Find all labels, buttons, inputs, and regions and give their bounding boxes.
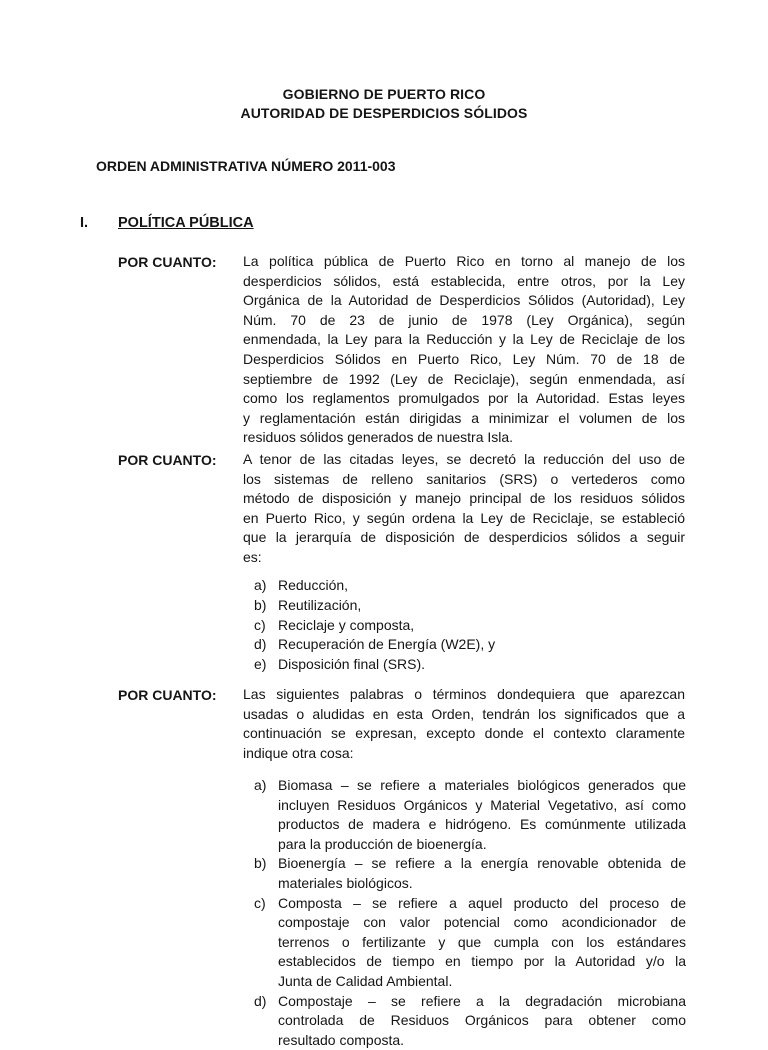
list-marker: e) [254,656,267,673]
list-item [254,596,495,616]
list-text: Disposición final (SRS). [278,656,426,673]
list-text: Reutilización, [278,596,362,613]
section-title: POLÍTICA PÚBLICA [118,215,254,231]
definition-item [254,854,686,893]
text-line: como los reglamentos promulgados por la Autoridad. Estas leyes [243,390,685,407]
text-line: continuación se expresan, excepto donde el contexto claramente [243,725,685,742]
text-line: indique otra cosa: [243,744,354,761]
text-line: La política pública de Puerto Rico en torno al manejo de los [243,253,685,269]
text-line: compostaje con valor potencial como acondicionador de [278,914,686,931]
text-line: Biomasa – se refiere a materiales biológicos generados que [278,777,686,793]
text-line: que la jerarquía de disposición de desperdicios sólidos a seguir [243,529,685,546]
text-line: enmendada, la Ley para la Reducción y la Ley de Reciclaje de los [243,331,685,348]
text-line: septiembre de 1992 (Ley de Reciclaje), según enmendada, así [243,370,685,387]
list-marker: c) [254,894,266,911]
text-line: y reglamentación están dirigidas a minimizar el volumen de los [243,409,685,426]
text-line: método de disposición y manejo principal de los residuos sólidos [243,490,685,507]
list-text: Reducción, [278,577,349,593]
list-item [254,616,495,636]
header-authority: AUTORIDAD DE DESPERDICIOS SÓLIDOS [240,105,528,121]
list-item [254,655,495,675]
section-number: I. [80,215,89,231]
text-line: A tenor de las citadas leyes, se decretó la reducción del uso de [243,451,685,467]
list-marker: d) [254,992,267,1009]
definition-item [254,894,686,992]
list-text: Reciclaje y composta, [278,616,415,633]
text-line: productos de madera e hidrógeno. Es comúnmente utilizada [278,816,686,833]
text-line: usadas o aludidas en esta Orden, tendrán los significados que a [243,705,685,722]
text-line: Núm. 70 de 23 de junio de 1978 (Ley Orgánica), según [243,311,685,328]
text-line: Junta de Calidad Ambiental. [278,972,453,989]
order-title: ORDEN ADMINISTRATIVA NÚMERO 2011-003 [96,158,396,174]
text-line: controlada de Residuos Orgánicos para obtener como [278,1012,686,1029]
text-line: establecidos de tiempo en tiempo por la Autoridad y/o la [278,953,686,970]
text-line: Las siguientes palabras o términos dondequiera que aparezcan [243,686,685,702]
text-line: Compostaje – se refiere a la degradación microbiana [278,992,686,1009]
header-government: GOBIERNO DE PUERTO RICO [282,86,486,102]
list-marker: a) [254,577,267,593]
list-item [254,576,495,596]
clause-1-label: POR CUANTO: [118,254,217,270]
clause-3-text [243,685,685,763]
definition-item [254,992,686,1050]
list-marker: b) [254,596,267,613]
definition-item [254,776,686,854]
text-line: resultado composta. [278,1031,405,1048]
list-item [254,635,495,655]
text-line: Orgánica de la Autoridad de Desperdicios Sólidos (Autoridad), Ley [243,292,685,309]
list-marker: d) [254,636,267,653]
text-line: incluyen Residuos Orgánicos y Material Vegetativo, así como [278,796,686,813]
list-marker: a) [254,777,267,793]
clause-2-text [243,450,685,568]
clause-3-label: POR CUANTO: [118,687,217,703]
text-line: residuos sólidos generados de nuestra Isla. [243,429,514,446]
text-line: los sistemas de relleno sanitarios (SRS) o vertederos como [243,470,685,487]
text-line: materiales biológicos. [278,874,413,891]
text-line: desperdicios sólidos, está establecida, entre otros, por la Ley [243,272,685,289]
text-line: Bioenergía – se refiere a la energía renovable obtenida de [278,855,686,872]
clause-2-label: POR CUANTO: [118,452,217,468]
clause-1-text [243,252,685,448]
hierarchy-list [254,576,495,675]
text-line: terrenos o fertilizante y que cumpla con los estándares [278,933,686,950]
list-marker: b) [254,855,267,872]
list-marker: c) [254,616,266,633]
list-text: Recuperación de Energía (W2E), y [278,636,496,653]
text-line: en Puerto Rico, y según ordena la Ley de Reciclaje, se estableció [243,509,685,526]
text-line: Desperdicios Sólidos en Puerto Rico, Ley Núm. 70 de 18 de [243,350,685,367]
text-line: es: [243,548,262,565]
text-line: para la producción de bioenergía. [278,835,487,852]
text-line: Composta – se refiere a aquel producto del proceso de [278,894,686,911]
definitions-list [254,776,686,1050]
